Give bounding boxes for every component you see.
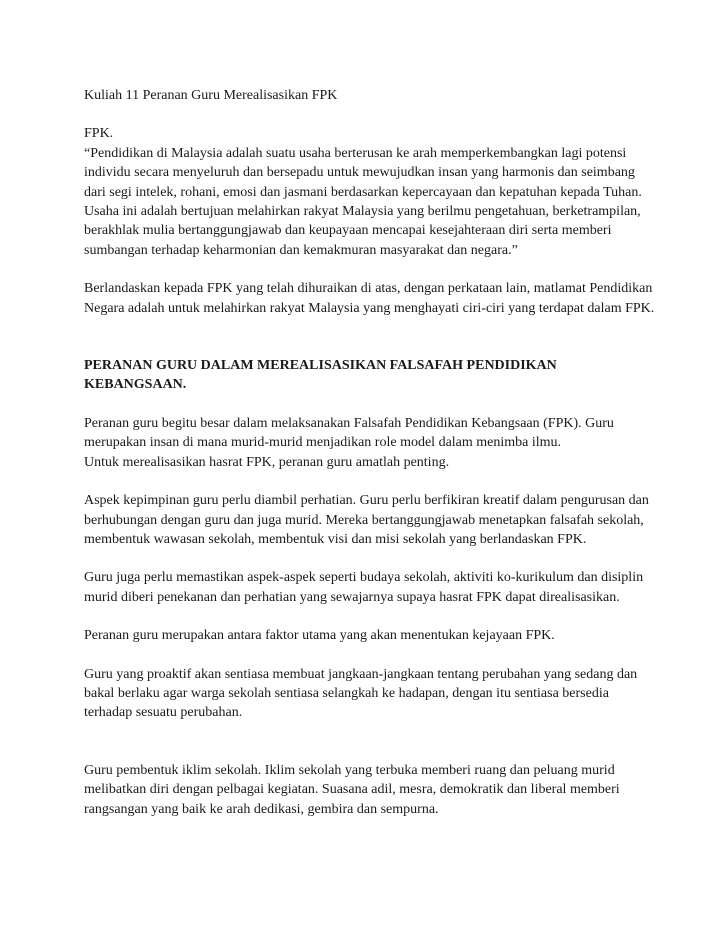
spacer bbox=[84, 646, 659, 665]
role-paragraph-continued: Untuk merealisasikan hasrat FPK, peranan guru amatlah penting. bbox=[84, 454, 450, 470]
spacer bbox=[84, 105, 659, 124]
role-paragraph: Peranan guru begitu besar dalam melaksanakan Falsafah Pendidikan Kebangsaan (FPK). Guru merupakan insan di mana murid-murid menjadikan role model dalam menimba ilmu. bbox=[84, 415, 614, 451]
spacer bbox=[84, 549, 659, 568]
document-title: Kuliah 11 Peranan Guru Merealisasikan FPK bbox=[84, 88, 338, 103]
leadership-paragraph: Aspek kepimpinan guru perlu diambil perhatian. Guru perlu berfikiran kreatif dalam pengurusan dan berhubungan dengan guru dan juga murid. Mereka bertanggungjawab menetapkan falsafah sekolah, membentuk wawasan sekolah, membentuk visi dan misi sekolah yang berlandaskan FPK. bbox=[84, 493, 649, 547]
spacer bbox=[84, 318, 659, 356]
document-page bbox=[84, 86, 659, 819]
spacer bbox=[84, 472, 659, 491]
proactive-paragraph: Guru yang proaktif akan sentiasa membuat jangkaan-jangkaan tentang perubahan yang sedang dan bakal berlaku agar warga sekolah sentiasa selangkah ke hadapan, dengan itu sentiasa bersedia terhadap sesuatu perubahan. bbox=[84, 666, 638, 721]
culture-paragraph: Guru juga perlu memastikan aspek-aspek seperti budaya sekolah, aktiviti ko-kurikulum dan disiplin murid diberi penekanan dan perhatian yang sewajarnya supaya hasrat FPK dapat direalisasikan. bbox=[84, 570, 644, 605]
climate-paragraph: Guru pembentuk iklim sekolah. Iklim sekolah yang terbuka memberi ruang dan peluang murid melibatkan diri dengan pelbagai kegiatan. Suasana adil, mesra, demokratik dan liberal memberi rangsangan yang baik ke arah dedikasi, gembira dan sempurna. bbox=[84, 762, 620, 817]
spacer bbox=[84, 607, 659, 626]
fpk-label: FPK. bbox=[84, 126, 114, 142]
spacer bbox=[84, 723, 659, 761]
intro-paragraph: Berlandaskan kepada FPK yang telah dihuraikan di atas, dengan perkataan lain, matlamat Pendidikan Negara adalah untuk melahirkan rakyat Malaysia yang menghayati ciri-ciri yang terdapat dalam FPK. bbox=[84, 281, 655, 316]
spacer bbox=[84, 260, 659, 279]
fpk-quote: “Pendidikan di Malaysia adalah suatu usaha berterusan ke arah memperkembangkan lagi potensi individu secara menyeluruh dan bersepadu untuk mewujudkan insan yang harmonis dan seimbang dari segi intelek, rohani, emosi dan jasmani berdasarkan kepercayaan dan kepatuhan kepada Tuhan. Usaha ini adalah bertujuan melahirkan rakyat Malaysia yang berilmu pengetahuan, berketrampilan, berakhlak mulia bertanggungjawab dan keupayaan mencapai kesejahteraan diri serta memberi sumbangan terhadap keharmonian dan kemakmuran masyarakat dan negara.” bbox=[84, 145, 642, 258]
spacer bbox=[84, 395, 659, 414]
section-heading: PERANAN GURU DALAM MEREALISASIKAN FALSAFAH PENDIDIKAN KEBANGSAAN. bbox=[84, 358, 557, 393]
factor-paragraph: Peranan guru merupakan antara faktor utama yang akan menentukan kejayaan FPK. bbox=[84, 628, 555, 644]
